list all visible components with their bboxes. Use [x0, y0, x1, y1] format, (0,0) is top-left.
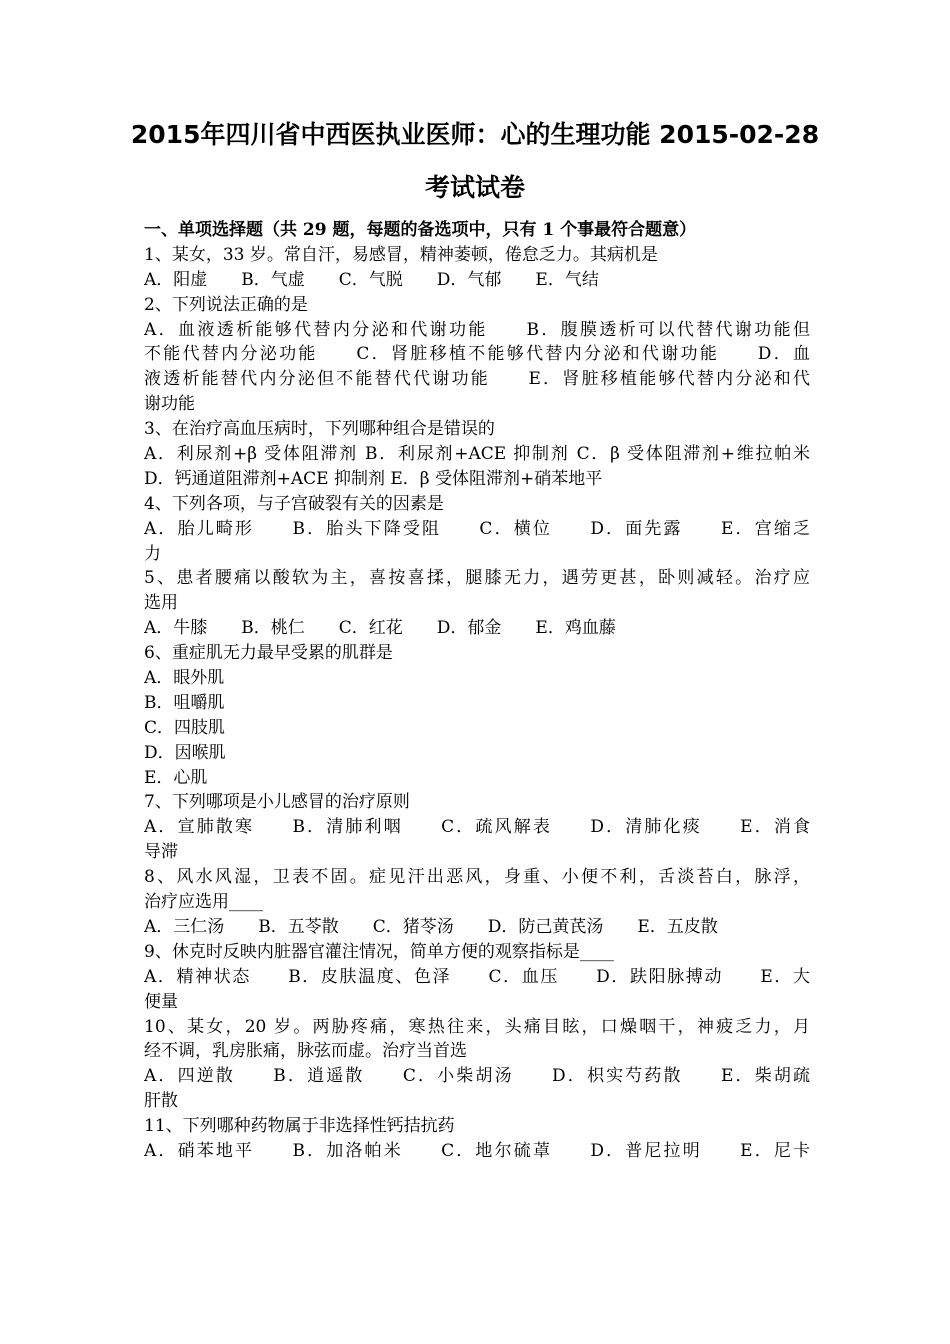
answer-options: C．四肢肌 — [144, 717, 226, 738]
question-text: 2、下列说法正确的是 — [144, 294, 308, 315]
text-line: 不能代替内分泌功能 C．肾脏移植不能够代替内分泌和代谢功能 D．血 — [144, 344, 810, 365]
page-title: 2015年四川省中西医执业医师：心的生理功能 2015-02-28 — [130, 120, 820, 149]
question-text: 选用 — [144, 593, 178, 614]
text-line: 10、某女，20 岁。两胁疼痛，寒热往来，头痛目眩，口燥咽干，神疲乏力，月 — [144, 1016, 810, 1037]
answer-options: 力 — [144, 543, 161, 564]
answer-options: E．心肌 — [144, 767, 208, 788]
text-line: A．血液透析能够代替内分泌和代谢功能 B．腹膜透析可以代替代谢功能但 — [144, 319, 810, 340]
question-text: 6、重症肌无力最早受累的肌群是 — [144, 643, 393, 664]
answer-options: 导滞 — [144, 842, 178, 863]
text-line: 8、风水风湿，卫表不固。症见汗出恶风，身重、小便不利，舌淡苔白，脉浮， — [144, 867, 810, 888]
answer-options: 谢功能 — [144, 394, 195, 415]
text-line: A．精神状态 B．皮肤温度、色泽 C．血压 D．趺阳脉搏动 E．大 — [144, 966, 810, 987]
question-text: 9、休克时反映内脏器官灌注情况，简单方便的观察指标是____ — [144, 941, 614, 962]
page-subtitle: 考试试卷 — [424, 173, 525, 202]
text-line: A．四逆散 B．逍遥散 C．小柴胡汤 D．枳实芍药散 E．柴胡疏 — [144, 1066, 810, 1087]
answer-options: 肝散 — [144, 1091, 178, 1112]
answer-options: 便量 — [144, 991, 178, 1012]
text-line: 液透析能替代内分泌但不能替代代谢功能 E．肾脏移植能够代替内分泌和代 — [144, 369, 810, 390]
question-text: 7、下列哪项是小儿感冒的治疗原则 — [144, 792, 410, 813]
exam-body — [144, 218, 810, 1164]
text-line: A．胎儿畸形 B．胎头下降受阻 C．横位 D．面先露 E．宫缩乏 — [144, 518, 810, 539]
question-text: 4、下列各项，与子宫破裂有关的因素是 — [144, 493, 444, 514]
question-text: 3、在治疗高血压病时，下列哪种组合是错误的 — [144, 419, 495, 440]
answer-options: D．钙通道阻滞剂+ACE 抑制剂 E．β 受体阻滞剂+硝苯地平 — [144, 468, 603, 489]
text-line: A．宣肺散寒 B．清肺利咽 C．疏风解表 D．清肺化痰 E．消食 — [144, 817, 810, 838]
answer-options: A．三仁汤 B．五苓散 C．猪苓汤 D．防己黄芪汤 E．五皮散 — [144, 916, 718, 937]
text-line: A．硝苯地平 B．加洛帕米 C．地尔硫䓬 D．普尼拉明 E．尼卡 — [144, 1140, 810, 1161]
text-line: A．利尿剂+β 受体阻滞剂 B．利尿剂+ACE 抑制剂 C．β 受体阻滞剂+维拉帕米 — [144, 444, 810, 465]
text-line: 5、患者腰痛以酸软为主，喜按喜揉，腿膝无力，遇劳更甚，卧则减轻。治疗应 — [144, 568, 810, 589]
question-text: 11、下列哪种药物属于非选择性钙拮抗药 — [144, 1116, 455, 1137]
question-text: 治疗应选用____ — [144, 892, 263, 913]
answer-options: A．眼外肌 — [144, 668, 225, 689]
section-heading: 一、单项选择题（共 29 题，每题的备选项中，只有 1 个事最符合题意） — [144, 220, 697, 240]
question-text: 经不调，乳房胀痛，脉弦而虚。治疗当首选 — [144, 1041, 467, 1062]
answer-options: B．咀嚼肌 — [144, 692, 225, 713]
answer-options: A．牛膝 B．桃仁 C．红花 D．郁金 E．鸡血藤 — [144, 618, 616, 639]
question-text: 1、某女，33 岁。常自汗，易感冒，精神萎顿，倦怠乏力。其病机是 — [144, 244, 658, 265]
answer-options: D．因喉肌 — [144, 742, 226, 763]
answer-options: A．阳虚 B．气虚 C．气脱 D．气郁 E．气结 — [144, 269, 599, 290]
